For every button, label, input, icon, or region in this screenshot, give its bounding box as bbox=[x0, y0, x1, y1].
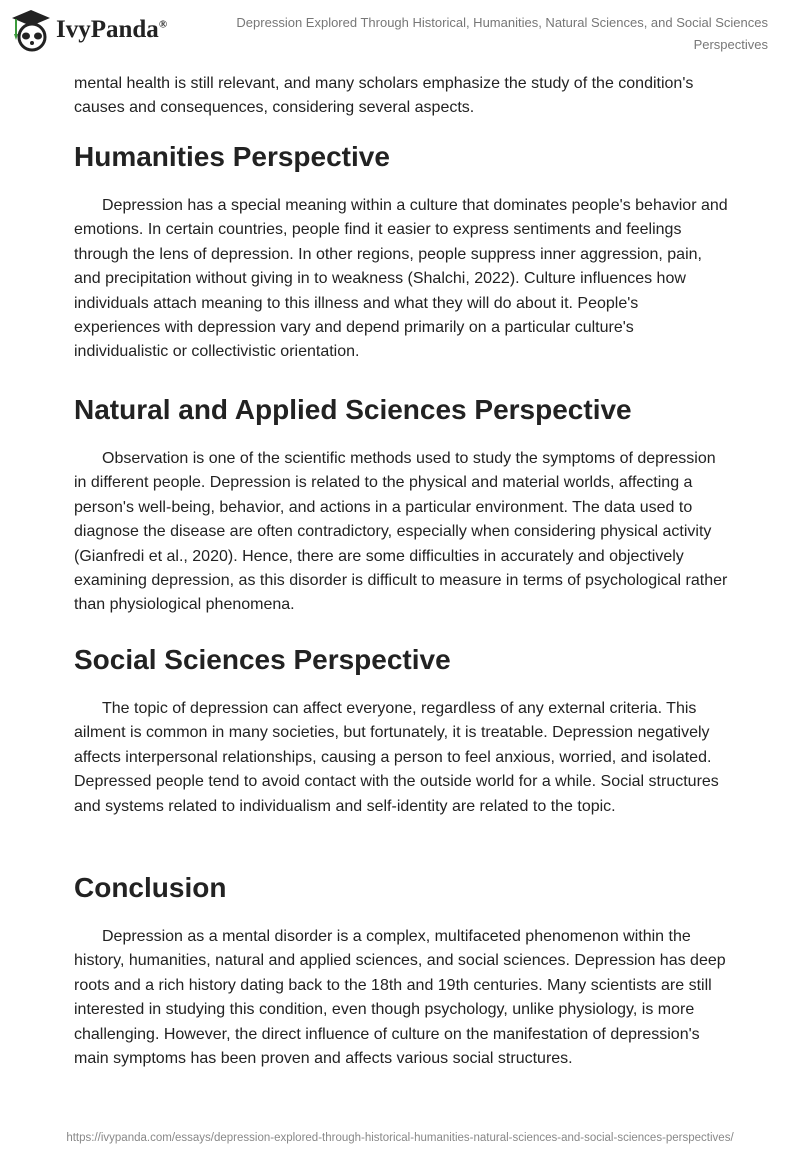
document-title: Depression Explored Through Historical, Humanities, Natural Sciences, and Social Sciences Perspectives bbox=[236, 15, 768, 52]
section-heading: Conclusion bbox=[74, 872, 227, 903]
section-natural-sciences bbox=[74, 393, 728, 618]
footer-url[interactable]: https://ivypanda.com/essays/depression-explored-through-historical-humanities-natural-sciences-and-social-sciences-perspectives/ bbox=[66, 1132, 734, 1144]
intro-section bbox=[74, 72, 728, 121]
section-conclusion bbox=[74, 871, 728, 1071]
section-heading: Social Sciences Perspective bbox=[74, 644, 451, 675]
section-paragraph: The topic of depression can affect everyone, regardless of any external criteria. This ailment is common in many societies, but fortunately, it is treatable. Depression negatively affects interpersonal relationships, causing a person to feel anxious, worried, and isolated. Depressed people tend to avoid contact with the outside world for a while. Social structures and systems related to individualism and self-identity are related to the topic. bbox=[74, 700, 719, 815]
section-paragraph: Depression has a special meaning within a culture that dominates people's behavior and emotions. In certain countries, people find it easier to express sentiments and feelings through the lens of depression. In other regions, people suppress inner aggression, pain, and precipitation without giving in to weakness (Shalchi, 2022). Culture influences how individuals attach meaning to this illness and what they will do about it. People's experiences with depression vary and depend primarily on a particular culture's individualistic or collectivistic orientation. bbox=[74, 197, 728, 361]
section-heading: Natural and Applied Sciences Perspective bbox=[74, 394, 632, 425]
section-heading: Humanities Perspective bbox=[74, 141, 390, 172]
logo-text: IvyPanda bbox=[56, 16, 159, 43]
panda-graduate-icon bbox=[10, 8, 52, 52]
section-paragraph: Observation is one of the scientific methods used to study the symptoms of depression in different people. Depression is related to the physical and material worlds, affecting a person's well-being, behavior, and actions in a particular environment. The data used to diagnose the disease are often contradictory, especially when considering physical activity (Gianfredi et al., 2020). Hence, there are some difficulties in accurately and objectively examining depression, as this disorder is difficult to measure in terms of psychological rather than physiological phenomena. bbox=[74, 450, 728, 614]
ivypanda-logo[interactable] bbox=[10, 8, 167, 52]
registered-mark: ® bbox=[158, 18, 168, 31]
section-humanities bbox=[74, 140, 728, 365]
section-paragraph: Depression as a mental disorder is a complex, multifaceted phenomenon within the history, humanities, natural and applied sciences, and social sciences. Depression has deep roots and a rich history dating back to the 18th and 19th centuries. Many scientists are still interested in studying this condition, even though psychology, unlike physiology, is more challenging. However, the direct influence of culture on the manifestation of depression's main symptoms has been proven and affects various social structures. bbox=[74, 928, 726, 1068]
section-social-sciences bbox=[74, 643, 728, 819]
intro-paragraph: mental health is still relevant, and many scholars emphasize the study of the condition's causes and consequences, considering several aspects. bbox=[74, 75, 694, 117]
